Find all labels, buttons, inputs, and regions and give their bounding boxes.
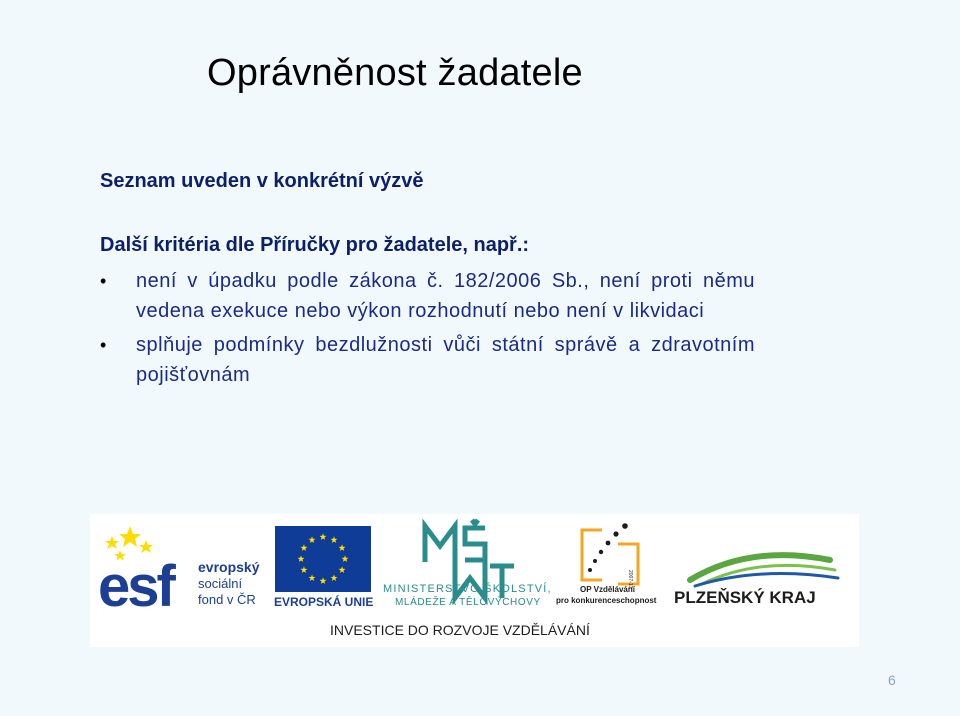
op-ring-text: 2007-13	[627, 570, 633, 589]
slide-title: Oprávněnost žadatele	[207, 52, 583, 94]
criteria-list	[100, 266, 755, 390]
plzen-hills-icon	[690, 555, 838, 586]
plzen-logo	[674, 555, 838, 607]
list-item-text: není v úpadku podle zákona č. 182/2006 Sb., není proti němu vedena exekuce nebo výkon rozhodnutí nebo není v likvidaci	[136, 270, 755, 322]
esf-line-1: evropský	[198, 559, 260, 575]
msmt-line-1: MINISTERSTVO ŠKOLSTVÍ,	[383, 583, 552, 595]
esf-line-3: fond v ČR	[198, 592, 256, 607]
op-logo	[556, 523, 657, 605]
op-line-2: pro konkurenceschopnost	[556, 596, 657, 605]
logo-banner	[90, 514, 859, 647]
op-bracket-left-icon	[582, 530, 602, 580]
plzen-label: PLZEŇSKÝ KRAJ	[674, 588, 816, 607]
criteria-heading: Další kritéria dle Příručky pro žadatele, např.:	[100, 234, 530, 256]
msmt-line-2: MLÁDEŽE A TĚLOVÝCHOVY	[395, 597, 541, 608]
bullet-icon: •	[100, 271, 107, 291]
esf-line-2: sociální	[198, 576, 243, 591]
op-line-1: OP Vzdělávání	[580, 585, 635, 594]
list-item	[100, 330, 755, 390]
list-item-text: splňuje podmínky bezdlužnosti vůči státní správě a zdravotním pojišťovnám	[136, 334, 755, 386]
page-number: 6	[888, 672, 896, 688]
msmt-logo	[383, 520, 552, 608]
slide-subtitle: Seznam uveden v konkrétní výzvě	[100, 170, 424, 192]
esf-logo	[98, 526, 260, 619]
investice-banner: INVESTICE DO ROZVOJE VZDĚLÁVÁNÍ	[330, 622, 590, 638]
bullet-icon: •	[100, 335, 107, 355]
list-item	[100, 266, 755, 326]
esf-letters: esf	[98, 554, 173, 619]
eu-label: EVROPSKÁ UNIE	[274, 595, 374, 609]
eu-logo	[274, 526, 373, 609]
